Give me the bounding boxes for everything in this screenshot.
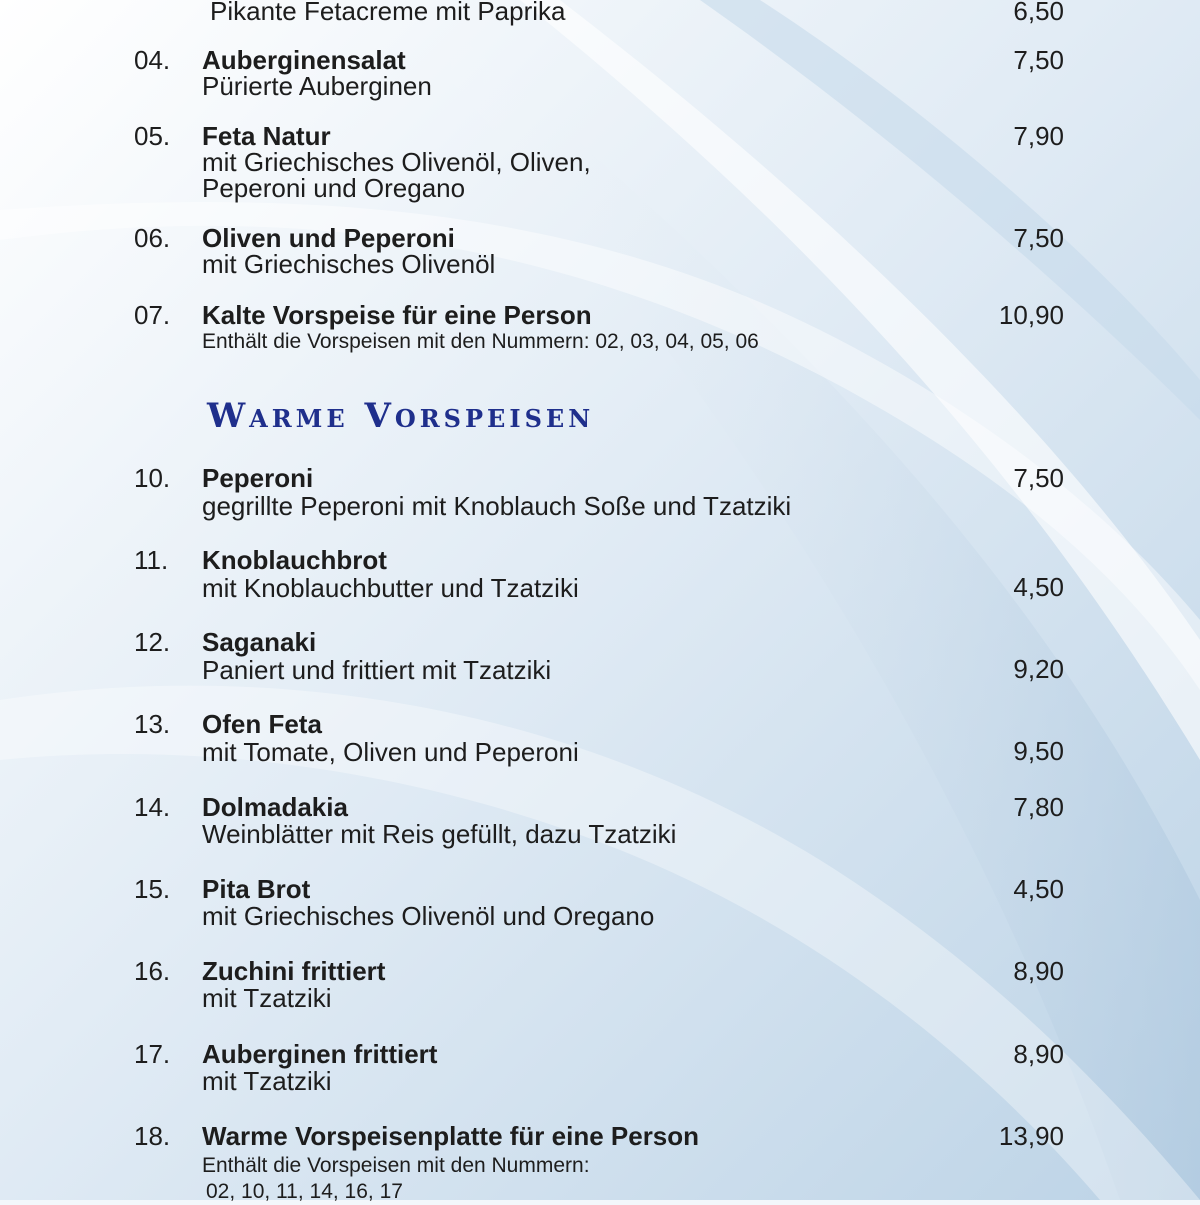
item-description: Enthält die Vorspeisen mit den Nummern: 02, 03, 04, 05, 06 xyxy=(202,330,759,353)
item-description: 02, 10, 11, 14, 16, 17 xyxy=(206,1180,403,1203)
item-description: mit Tzatziki xyxy=(202,983,332,1013)
item-price: 6,50 xyxy=(1013,0,1064,26)
item-number: 14. xyxy=(134,792,171,822)
item-name: Oliven und Peperoni xyxy=(202,223,455,253)
section-heading: Warme Vorspeisen xyxy=(207,396,595,436)
item-number: 06. xyxy=(134,223,171,253)
item-description: mit Tzatziki xyxy=(202,1066,332,1096)
item-name: Saganaki xyxy=(202,627,317,657)
item-number: 15. xyxy=(134,874,171,904)
item-description: mit Knoblauchbutter und Tzatziki xyxy=(202,573,579,603)
item-name: Kalte Vorspeise für eine Person xyxy=(202,300,592,330)
item-description: mit Griechisches Olivenöl, Oliven, xyxy=(202,147,591,177)
item-name: Ofen Feta xyxy=(202,709,322,739)
item-price: 9,50 xyxy=(1013,736,1064,766)
item-number: 18. xyxy=(134,1121,171,1151)
item-name: Pita Brot xyxy=(202,874,311,904)
item-number: 16. xyxy=(134,956,171,986)
item-description: mit Tomate, Oliven und Peperoni xyxy=(202,737,579,767)
item-number: 05. xyxy=(134,121,171,151)
item-price: 7,50 xyxy=(1013,463,1064,493)
item-price: 7,50 xyxy=(1013,45,1064,75)
item-price: 13,90 xyxy=(998,1121,1064,1151)
item-price: 7,80 xyxy=(1013,792,1064,822)
item-description: Pikante Fetacreme mit Paprika xyxy=(210,0,566,26)
item-description: Enthält die Vorspeisen mit den Nummern: xyxy=(202,1154,590,1177)
item-price: 7,90 xyxy=(1013,121,1064,151)
item-name: Auberginen frittiert xyxy=(202,1039,438,1069)
item-name: Zuchini frittiert xyxy=(202,956,386,986)
item-number: 04. xyxy=(134,45,171,75)
item-description: mit Griechisches Olivenöl xyxy=(202,249,496,279)
item-number: 12. xyxy=(134,627,171,657)
item-price: 7,50 xyxy=(1013,223,1064,253)
item-price: 8,90 xyxy=(1013,956,1064,986)
item-price: 4,50 xyxy=(1013,572,1064,602)
item-name: Peperoni xyxy=(202,463,314,493)
item-description: Pürierte Auberginen xyxy=(202,71,432,101)
item-name: Dolmadakia xyxy=(202,792,348,822)
item-name: Auberginensalat xyxy=(202,45,406,75)
item-name: Warme Vorspeisenplatte für eine Person xyxy=(202,1121,700,1151)
item-number: 13. xyxy=(134,709,171,739)
item-description: gegrillte Peperoni mit Knoblauch Soße und Tzatziki xyxy=(202,491,792,521)
item-name: Feta Natur xyxy=(202,121,331,151)
item-price: 9,20 xyxy=(1013,654,1064,684)
item-description: mit Griechisches Olivenöl und Oregano xyxy=(202,901,655,931)
item-description: Paniert und frittiert mit Tzatziki xyxy=(202,655,552,685)
item-price: 10,90 xyxy=(998,300,1064,330)
item-price: 8,90 xyxy=(1013,1039,1064,1069)
item-price: 4,50 xyxy=(1013,874,1064,904)
item-number: 07. xyxy=(134,300,171,330)
item-number: 11. xyxy=(134,545,169,575)
item-number: 10. xyxy=(134,463,171,493)
item-description: Weinblätter mit Reis gefüllt, dazu Tzatziki xyxy=(202,819,677,849)
item-name: Knoblauchbrot xyxy=(202,545,387,575)
item-number: 17. xyxy=(134,1039,171,1069)
item-description: Peperoni und Oregano xyxy=(202,173,466,203)
